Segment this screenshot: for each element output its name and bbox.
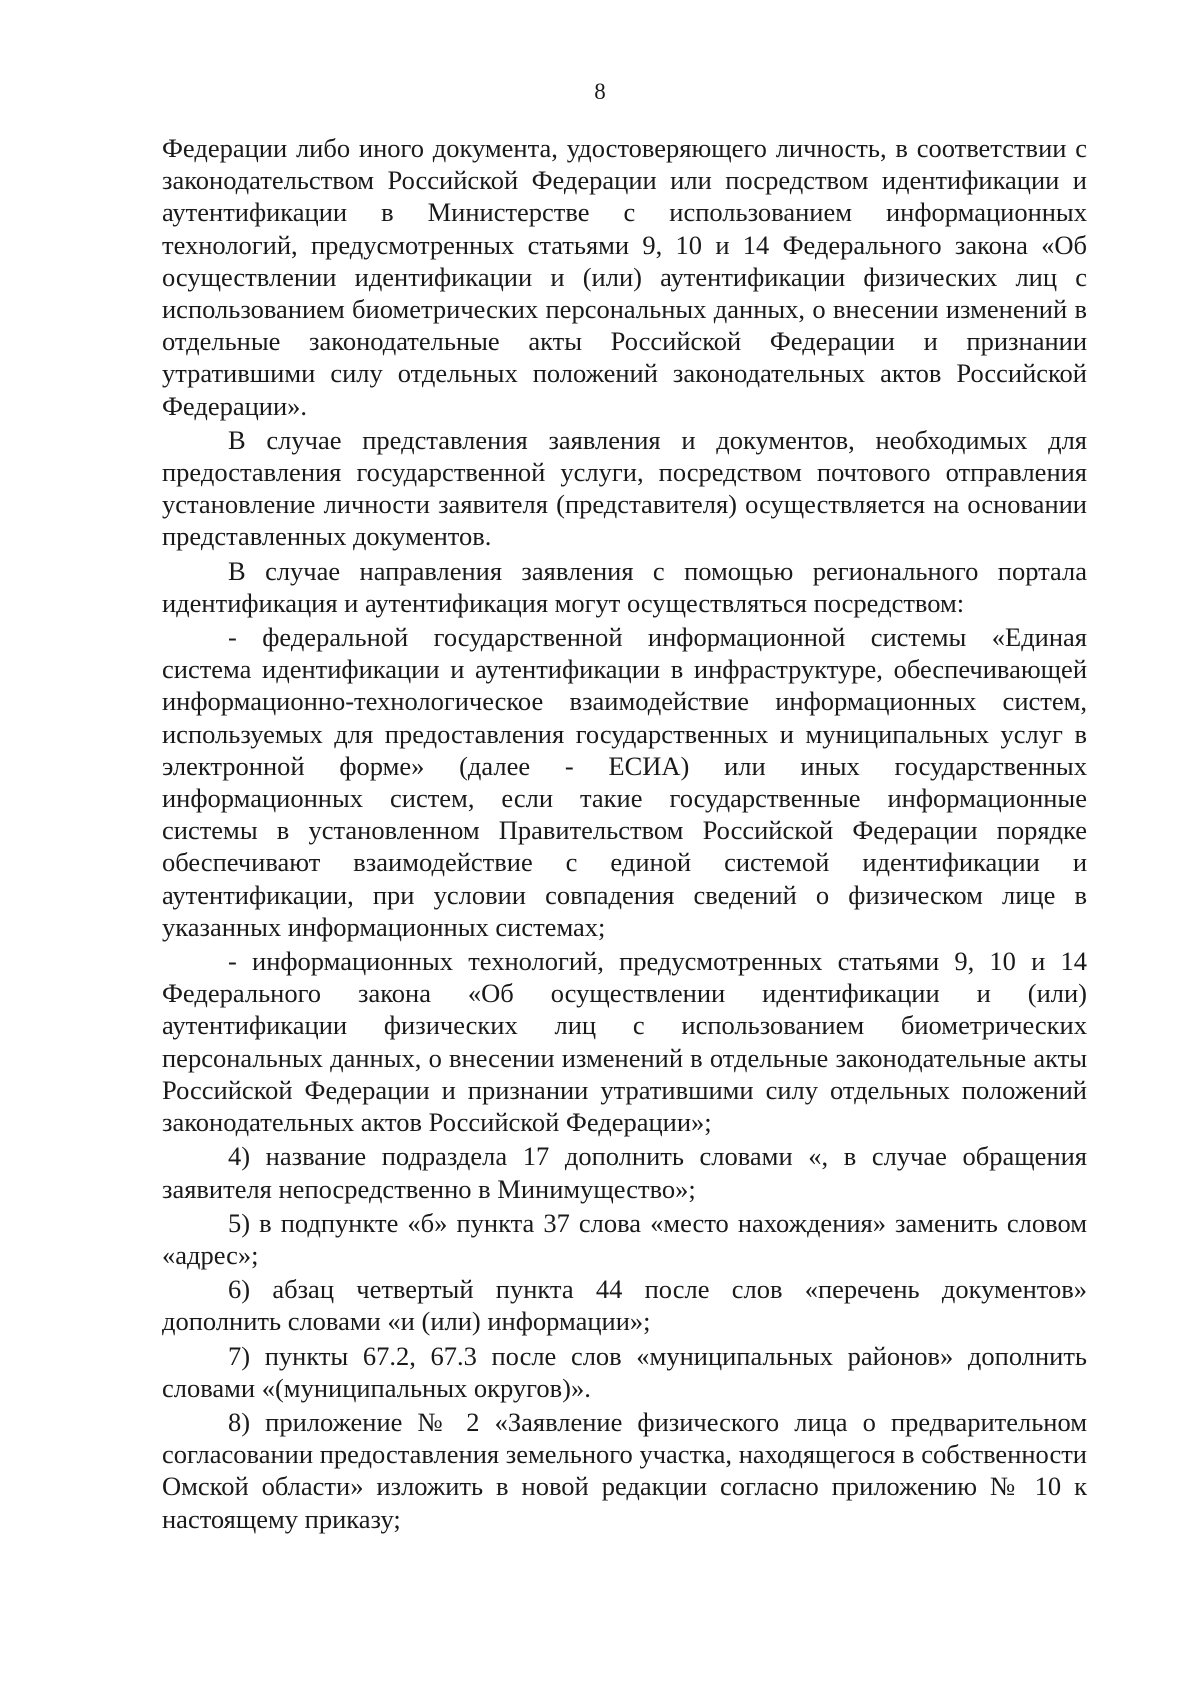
amendment-item-5: 5) в подпункте «б» пункта 37 слова «место нахождения» заменить словом «адрес»; bbox=[162, 1207, 1087, 1270]
document-body bbox=[162, 132, 1087, 1537]
list-item-information-technologies: - информационных технологий, предусмотренных статьями 9, 10 и 14 Федерального закона «Об осуществлении идентификации и (или) аутентификации физических лиц с использованием биометрических персональных данных, о внесении изменений в отдельные законодательные акты Российской Федерации и признании утратившими силу отдельных положений законодательных актов Российской Федерации»; bbox=[162, 946, 1087, 1138]
paragraph-identity-verification: Федерации либо иного документа, удостоверяющего личность, в соответствии с законодательством Российской Федерации или посредством идентификации и аутентификации в Министерстве с использованием информационных технологий, предусмотренных статьями 9, 10 и 14 Федерального закона «Об осуществлении идентификации и (или) аутентификации физических лиц с использованием биометрических персональных данных, о внесении изменений в отдельные законодательные акты Российской Федерации и признании утратившими силу отдельных положений законодательных актов Российской Федерации». bbox=[162, 133, 1087, 421]
amendment-item-6: 6) абзац четвертый пункта 44 после слов «перечень документов» дополнить словами «и (или) информации»; bbox=[162, 1274, 1087, 1337]
paragraph-regional-portal: В случае направления заявления с помощью регионального портала идентификация и аутентификация могут осуществляться посредством: bbox=[162, 555, 1087, 618]
amendment-item-4: 4) название подраздела 17 дополнить словами «, в случае обращения заявителя непосредственно в Минимущество»; bbox=[162, 1141, 1087, 1204]
page-number: 8 bbox=[594, 79, 606, 104]
paragraph-postal-submission: В случае представления заявления и документов, необходимых для предоставления государственной услуги, посредством почтового отправления установление личности заявителя (представителя) осуществляется на основании представленных документов. bbox=[162, 424, 1087, 552]
amendment-item-7: 7) пункты 67.2, 67.3 после слов «муниципальных районов» дополнить словами «(муниципальных округов)». bbox=[162, 1340, 1087, 1403]
list-item-esia: - федеральной государственной информационной системы «Единая система идентификации и аутентификации в инфраструктуре, обеспечивающей информационно-технологическое взаимодействие информационных систем, используемых для предоставления государственных и муниципальных услуг в электронной форме» (далее - ЕСИА) или иных государственных информационных систем, если такие государственные информационные системы в установленном Правительством Российской Федерации порядке обеспечивают взаимодействие с единой системой идентификации и аутентификации, при условии совпадения сведений о физическом лице в указанных информационных системах; bbox=[162, 622, 1087, 942]
amendment-item-8: 8) приложение № 2 «Заявление физического лица о предварительном согласовании предоставления земельного участка, находящегося в собственности Омской области» изложить в новой редакции согласно приложению № 10 к настоящему приказу; bbox=[162, 1406, 1087, 1534]
